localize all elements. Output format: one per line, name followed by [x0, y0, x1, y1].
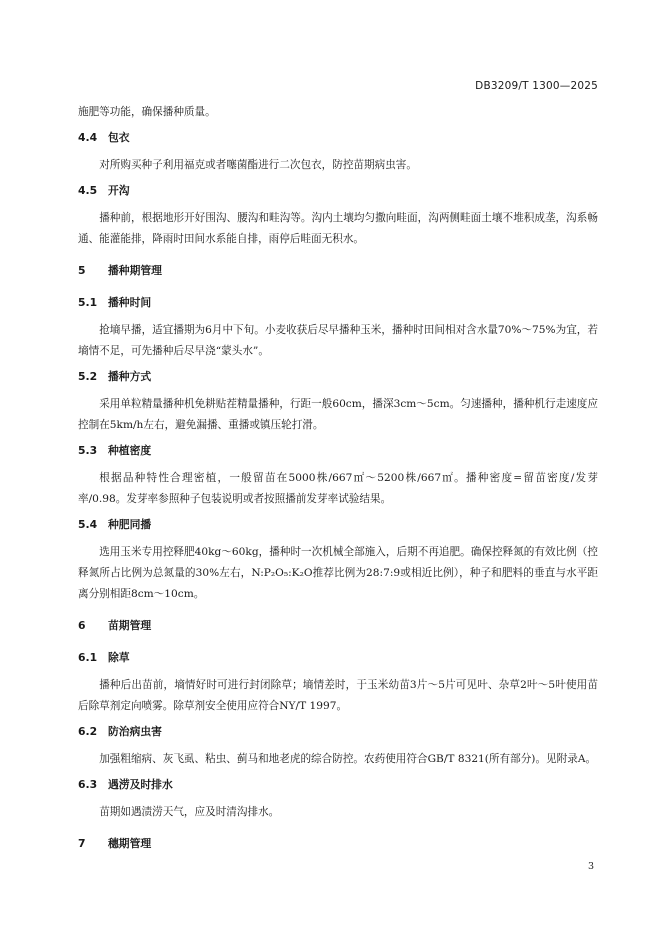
section-heading	[78, 262, 598, 280]
paragraph: 根据品种特性合理密植，一般留苗在5000株/667㎡～5200株/667㎡。播种密度=留苗密度/发芽率/0.98。发芽率参照种子包装说明或者按照播前发芽率试验结果。	[78, 472, 598, 505]
section-title: 种植密度	[108, 444, 152, 457]
subsection-heading	[78, 368, 598, 386]
subsection-heading	[78, 776, 598, 794]
subsection-heading	[78, 442, 598, 460]
section-title: 播种方式	[108, 370, 152, 383]
paragraph: 苗期如遇渍涝天气，应及时清沟排水。	[99, 806, 280, 818]
section-title: 遇涝及时排水	[108, 778, 173, 791]
section-title: 包衣	[108, 131, 130, 144]
paragraph: 施肥等功能，确保播种质量。	[78, 106, 216, 118]
paragraph: 抢墒早播，适宜播期为6月中下旬。小麦收获后尽早播种玉米，播种时田间相对含水量70%～75%为宜，若墒情不足，可先播种后尽早浇“蒙头水”。	[78, 324, 598, 357]
section-number: 6	[78, 619, 86, 632]
section-title: 穗期管理	[108, 837, 152, 850]
section-number: 4.4	[78, 131, 98, 144]
subsection-heading	[78, 649, 598, 667]
section-heading	[78, 835, 598, 853]
subsection-heading	[78, 723, 598, 741]
paragraph: 播种后出苗前，墒情好时可进行封闭除草；墒情差时，于玉米幼苗3片～5片可见叶、杂草2叶～5叶使用苗后除草剂定向喷雾。除草剂安全使用应符合NY/T 1997。	[78, 679, 598, 712]
section-title: 除草	[108, 651, 130, 664]
standard-code: DB3209/T 1300—2025	[475, 80, 598, 92]
section-number: 4.5	[78, 184, 98, 197]
section-number: 6.3	[78, 778, 98, 791]
section-number: 5.1	[78, 296, 98, 309]
section-title: 种肥同播	[108, 518, 152, 531]
subsection-heading	[78, 182, 598, 200]
section-number: 5.4	[78, 518, 98, 531]
section-title: 防治病虫害	[108, 725, 162, 738]
paragraph: 对所购买种子利用福克或者噻菌酯进行二次包衣，防控苗期病虫害。	[99, 159, 417, 171]
subsection-heading	[78, 129, 598, 147]
section-number: 5	[78, 264, 86, 277]
section-heading	[78, 617, 598, 635]
section-number: 7	[78, 837, 86, 850]
section-title: 苗期管理	[108, 619, 152, 632]
section-number: 5.3	[78, 444, 98, 457]
paragraph: 加强粗缩病、灰飞虱、粘虫、蓟马和地老虎的综合防控。农药使用符合GB/T 8321(所有部分)。见附录A。	[99, 753, 597, 765]
paragraph: 选用玉米专用控释肥40kg～60kg，播种时一次机械全部施入，后期不再追肥。确保控释氮的有效比例（控释氮所占比例为总氮量的30%左右，N:P₂O₅:K₂O推荐比例为28:7:9或相近比例），种子和肥料的垂直与水平距离分别相距8cm～10cm。	[78, 546, 598, 600]
section-number: 6.1	[78, 651, 98, 664]
page-number: 3	[587, 861, 594, 872]
paragraph: 播种前，根据地形开好围沟、腰沟和畦沟等。沟内土壤均匀撒向畦面，沟两侧畦面土壤不堆积成垄，沟系畅通、能灌能排，降雨时田间水系能自排，雨停后畦面无积水。	[78, 212, 598, 245]
subsection-heading	[78, 516, 598, 534]
section-title: 播种期管理	[108, 264, 162, 277]
document-body	[78, 102, 598, 867]
section-number: 5.2	[78, 370, 98, 383]
section-number: 6.2	[78, 725, 98, 738]
section-title: 开沟	[108, 184, 130, 197]
section-title: 播种时间	[108, 296, 152, 309]
subsection-heading	[78, 294, 598, 312]
paragraph: 采用单粒精量播种机免耕贴茬精量播种，行距一般60cm，播深3cm～5cm。匀速播种，播种机行走速度应控制在5km/h左右，避免漏播、重播或镇压轮打滑。	[78, 398, 598, 431]
